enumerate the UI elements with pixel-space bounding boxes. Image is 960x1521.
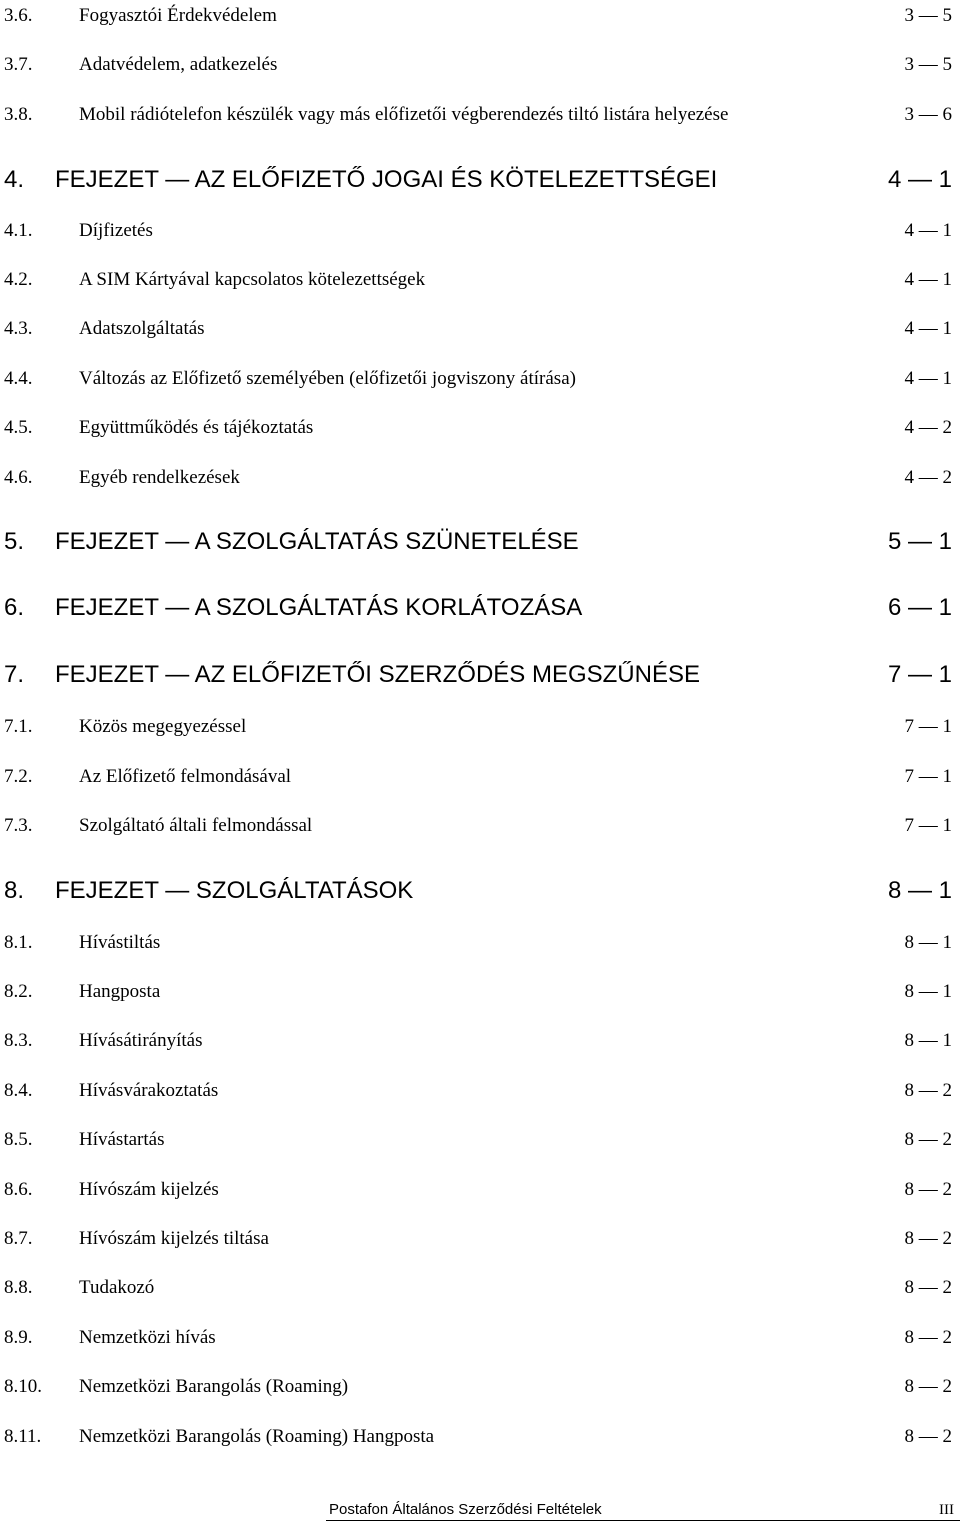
toc-entry-number: 8. <box>4 877 25 904</box>
toc-entry[interactable] <box>0 415 960 441</box>
toc-entry-page: 8 — 2 <box>904 1179 952 1200</box>
toc-entry-page: 7 — 1 <box>904 815 952 836</box>
toc-entry-title: Hívásátirányítás <box>79 1030 203 1051</box>
toc-entry-page: 8 — 1 <box>904 981 952 1002</box>
toc-entry-page: 8 — 1 <box>887 877 952 904</box>
toc-entry[interactable] <box>0 1275 960 1301</box>
toc-entry-number: 4.2. <box>4 269 33 290</box>
toc-entry-number: 3.7. <box>4 54 33 75</box>
toc-entry-page: 8 — 2 <box>904 1426 952 1447</box>
toc-entry-title: Egyéb rendelkezések <box>79 467 240 488</box>
toc-entry-page: 8 — 2 <box>904 1228 952 1249</box>
toc-entry-title: Hívástartás <box>79 1129 165 1150</box>
toc-entry-page: 8 — 2 <box>904 1327 952 1348</box>
toc-entry-title: Változás az Előfizető személyében (előfizetői jogviszony átírása) <box>79 368 576 389</box>
toc-entry-title: Hívásvárakoztatás <box>79 1080 219 1101</box>
toc-entry-title: Díjfizetés <box>79 220 153 241</box>
toc-entry[interactable] <box>0 1424 960 1450</box>
toc-entry[interactable] <box>0 1127 960 1153</box>
toc-entry[interactable] <box>0 465 960 491</box>
toc-entry-title: FEJEZET — SZOLGÁLTATÁSOK <box>55 877 414 904</box>
toc-entry-title: Hívószám kijelzés <box>79 1179 219 1200</box>
toc-entry-title: Hangposta <box>79 981 161 1002</box>
toc-entry[interactable] <box>0 267 960 293</box>
toc-entry[interactable] <box>0 1374 960 1400</box>
toc-entry-page: 8 — 2 <box>904 1376 952 1397</box>
toc-chapter-entry[interactable] <box>0 874 960 908</box>
toc-chapter-entry[interactable] <box>0 525 960 559</box>
toc-entry-number: 8.9. <box>4 1327 33 1348</box>
toc-entry-number: 8.6. <box>4 1179 33 1200</box>
toc-entry-number: 8.7. <box>4 1228 33 1249</box>
toc-chapter-entry[interactable] <box>0 591 960 625</box>
toc-entry-title: FEJEZET — A SZOLGÁLTATÁS KORLÁTOZÁSA <box>55 594 583 621</box>
toc-entry-page: 7 — 1 <box>904 716 952 737</box>
toc-entry-number: 8.11. <box>4 1426 42 1447</box>
toc-entry-title: Nemzetközi Barangolás (Roaming) Hangposta <box>79 1426 435 1447</box>
toc-entry-title: Fogyasztói Érdekvédelem <box>79 5 277 26</box>
toc-entry-title: FEJEZET — AZ ELŐFIZETŐ JOGAI ÉS KÖTELEZETTSÉGEI <box>55 166 718 193</box>
toc-entry[interactable] <box>0 930 960 956</box>
toc-entry-title: FEJEZET — A SZOLGÁLTATÁS SZÜNETELÉSE <box>55 528 579 555</box>
toc-entry-page: 3 — 5 <box>904 54 952 75</box>
toc-entry-title: Adatszolgáltatás <box>79 318 205 339</box>
toc-entry-title: Közös megegyezéssel <box>79 716 247 737</box>
toc-entry[interactable] <box>0 1078 960 1104</box>
toc-entry[interactable] <box>0 714 960 740</box>
toc-entry[interactable] <box>0 102 960 128</box>
toc-entry-page: 4 — 1 <box>904 269 952 290</box>
toc-entry-page: 4 — 1 <box>904 368 952 389</box>
toc-entry-page: 7 — 1 <box>904 766 952 787</box>
footer-page-number: III <box>939 1502 954 1518</box>
toc-entry-page: 3 — 6 <box>904 104 952 125</box>
toc-entry[interactable] <box>0 764 960 790</box>
toc-entry-number: 4.6. <box>4 467 33 488</box>
toc-entry[interactable] <box>0 979 960 1005</box>
toc-entry-number: 4.1. <box>4 220 33 241</box>
toc-entry-title: Adatvédelem, adatkezelés <box>79 54 278 75</box>
toc-entry-page: 8 — 2 <box>904 1277 952 1298</box>
toc-entry-number: 4.5. <box>4 417 33 438</box>
toc-entry-number: 3.6. <box>4 5 33 26</box>
toc-entry-title: FEJEZET — AZ ELŐFIZETŐI SZERZŐDÉS MEGSZŰNÉSE <box>55 661 700 688</box>
toc-entry-number: 6. <box>4 594 25 621</box>
toc-entry[interactable] <box>0 366 960 392</box>
toc-entry-page: 6 — 1 <box>887 594 952 621</box>
page-footer <box>0 1499 960 1521</box>
toc-entry-page: 4 — 1 <box>904 318 952 339</box>
toc-entry-number: 8.8. <box>4 1277 33 1298</box>
toc-entry-page: 8 — 2 <box>904 1129 952 1150</box>
toc-entry-number: 5. <box>4 528 25 555</box>
toc-entry-number: 8.4. <box>4 1080 33 1101</box>
toc-entry-page: 5 — 1 <box>887 528 952 555</box>
toc-entry-number: 3.8. <box>4 104 33 125</box>
toc-entry[interactable] <box>0 1325 960 1351</box>
toc-entry-page: 7 — 1 <box>887 661 952 688</box>
toc-entry-page: 4 — 1 <box>887 166 952 193</box>
toc-entry-title: Együttműködés és tájékoztatás <box>79 417 314 438</box>
toc-entry-title: Mobil rádiótelefon készülék vagy más előfizetői végberendezés tiltó listára helyezése <box>79 104 729 125</box>
toc-entry[interactable] <box>0 316 960 342</box>
footer-title: Postafon Általános Szerződési Feltételek <box>329 1501 602 1518</box>
toc-entry-page: 8 — 1 <box>904 1030 952 1051</box>
toc-entry-number: 8.5. <box>4 1129 33 1150</box>
toc-entry-number: 8.2. <box>4 981 33 1002</box>
toc-entry-number: 8.3. <box>4 1030 33 1051</box>
toc-entry-number: 8.1. <box>4 932 33 953</box>
toc-entry-title: Az Előfizető felmondásával <box>79 766 292 787</box>
toc-entry-number: 7.2. <box>4 766 33 787</box>
toc-chapter-entry[interactable] <box>0 658 960 692</box>
toc-entry-title: Nemzetközi Barangolás (Roaming) <box>79 1376 349 1397</box>
toc-entry-number: 7. <box>4 661 25 688</box>
toc-entry-title: Nemzetközi hívás <box>79 1327 216 1348</box>
toc-entry-number: 7.1. <box>4 716 33 737</box>
toc-chapter-entry[interactable] <box>0 163 960 197</box>
toc-entry-number: 4.3. <box>4 318 33 339</box>
toc-entry-title: Hívószám kijelzés tiltása <box>79 1228 269 1249</box>
toc-entry-page: 4 — 2 <box>904 467 952 488</box>
toc-entry[interactable] <box>0 1028 960 1054</box>
toc-entry-page: 3 — 5 <box>904 5 952 26</box>
toc-entry-page: 4 — 1 <box>904 220 952 241</box>
toc-entry-number: 4. <box>4 166 25 193</box>
toc-entry[interactable] <box>0 1226 960 1252</box>
toc-entry-title: Szolgáltató általi felmondással <box>79 815 313 836</box>
toc-entry-title: Hívástiltás <box>79 932 161 953</box>
toc-entry[interactable] <box>0 1177 960 1203</box>
toc-entry-number: 4.4. <box>4 368 33 389</box>
toc-entry[interactable] <box>0 3 960 29</box>
toc-entry-title: A SIM Kártyával kapcsolatos kötelezettségek <box>79 269 426 290</box>
toc-entry[interactable] <box>0 218 960 244</box>
toc-entry[interactable] <box>0 52 960 78</box>
toc-entry-page: 8 — 2 <box>904 1080 952 1101</box>
toc-entry-title: Tudakozó <box>79 1277 155 1298</box>
toc-entry-number: 7.3. <box>4 815 33 836</box>
toc-entry-number: 8.10. <box>4 1376 42 1397</box>
toc-entry-page: 4 — 2 <box>904 417 952 438</box>
toc-entry-page: 8 — 1 <box>904 932 952 953</box>
toc-entry[interactable] <box>0 813 960 839</box>
